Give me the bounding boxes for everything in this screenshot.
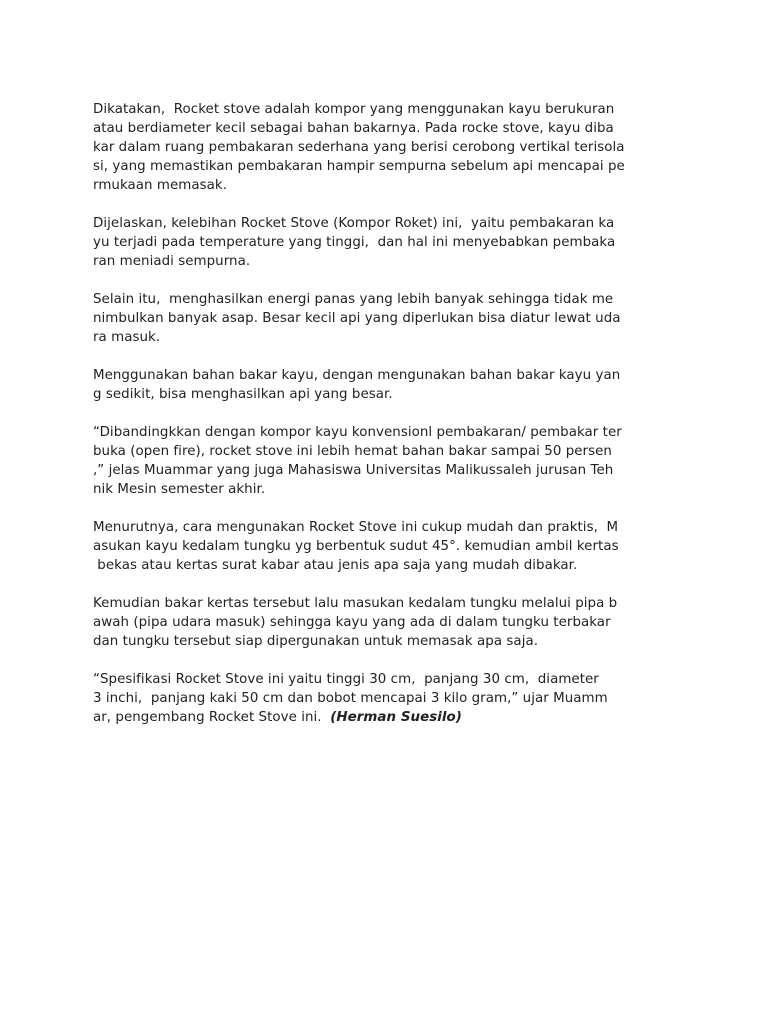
text-line-start: ar, pengembang Rocket Stove ini. (93, 710, 331, 725)
text-line: si, yang memastikan pembakaran hampir sempurna sebelum api mencapai pe (93, 159, 625, 174)
text-line: dan tungku tersebut siap dipergunakan untuk memasak apa saja. (93, 634, 539, 649)
text-line: Selain itu, menghasilkan energi panas yang lebih banyak sehingga tidak me (93, 292, 614, 307)
paragraph-5 (93, 423, 693, 499)
text-line: yu terjadi pada temperature yang tinggi, dan hal ini menyebabkan pembaka (93, 235, 616, 250)
text-line: atau berdiameter kecil sebagai bahan bakarnya. Pada rocke stove, kayu diba (93, 121, 614, 136)
paragraph-8 (93, 670, 693, 727)
text-line: buka (open fire), rocket stove ini lebih hemat bahan bakar sampai 50 persen (93, 444, 612, 459)
text-line: nimbulkan banyak asap. Besar kecil api yang diperlukan bisa diatur lewat uda (93, 311, 621, 326)
text-line: nik Mesin semester akhir. (93, 482, 266, 497)
paragraph-4 (93, 366, 693, 404)
paragraph-6 (93, 518, 693, 575)
text-line: 3 inchi, panjang kaki 50 cm dan bobot mencapai 3 kilo gram,” ujar Muamm (93, 691, 608, 706)
text-line: Kemudian bakar kertas tersebut lalu masukan kedalam tungku melalui pipa b (93, 596, 618, 611)
text-line: Dikatakan, Rocket stove adalah kompor yang menggunakan kayu berukuran (93, 102, 615, 117)
paragraph-7 (93, 594, 693, 651)
text-line: Dijelaskan, kelebihan Rocket Stove (Kompor Roket) ini, yaitu pembakaran ka (93, 216, 615, 231)
text-line: bekas atau kertas surat kabar atau jenis apa saja yang mudah dibakar. (93, 558, 578, 573)
article-body (93, 100, 693, 746)
text-line: g sedikit, bisa menghasilkan api yang besar. (93, 387, 393, 402)
paragraph-2 (93, 214, 693, 271)
text-line: Menggunakan bahan bakar kayu, dengan mengunakan bahan bakar kayu yan (93, 368, 621, 383)
text-line: ran meniadi sempurna. (93, 254, 251, 269)
text-line-with-byline (93, 708, 693, 727)
text-line: ,” jelas Muammar yang juga Mahasiswa Universitas Malikussaleh jurusan Teh (93, 463, 614, 478)
text-line: rmukaan memasak. (93, 178, 227, 193)
paragraph-3 (93, 290, 693, 347)
text-line: awah (pipa udara masuk) sehingga kayu yang ada di dalam tungku terbakar (93, 615, 611, 630)
text-line: ra masuk. (93, 330, 161, 345)
text-line: “Spesifikasi Rocket Stove ini yaitu tinggi 30 cm, panjang 30 cm, diameter (93, 672, 599, 687)
text-line: asukan kayu kedalam tungku yg berbentuk sudut 45°. kemudian ambil kertas (93, 539, 619, 554)
author-byline: (Herman Suesilo) (330, 710, 462, 725)
paragraph-1 (93, 100, 693, 195)
text-line: kar dalam ruang pembakaran sederhana yang berisi cerobong vertikal terisola (93, 140, 625, 155)
text-line: “Dibandingkkan dengan kompor kayu konvensionl pembakaran/ pembakar ter (93, 425, 622, 440)
text-line: Menurutnya, cara mengunakan Rocket Stove ini cukup mudah dan praktis, M (93, 520, 619, 535)
